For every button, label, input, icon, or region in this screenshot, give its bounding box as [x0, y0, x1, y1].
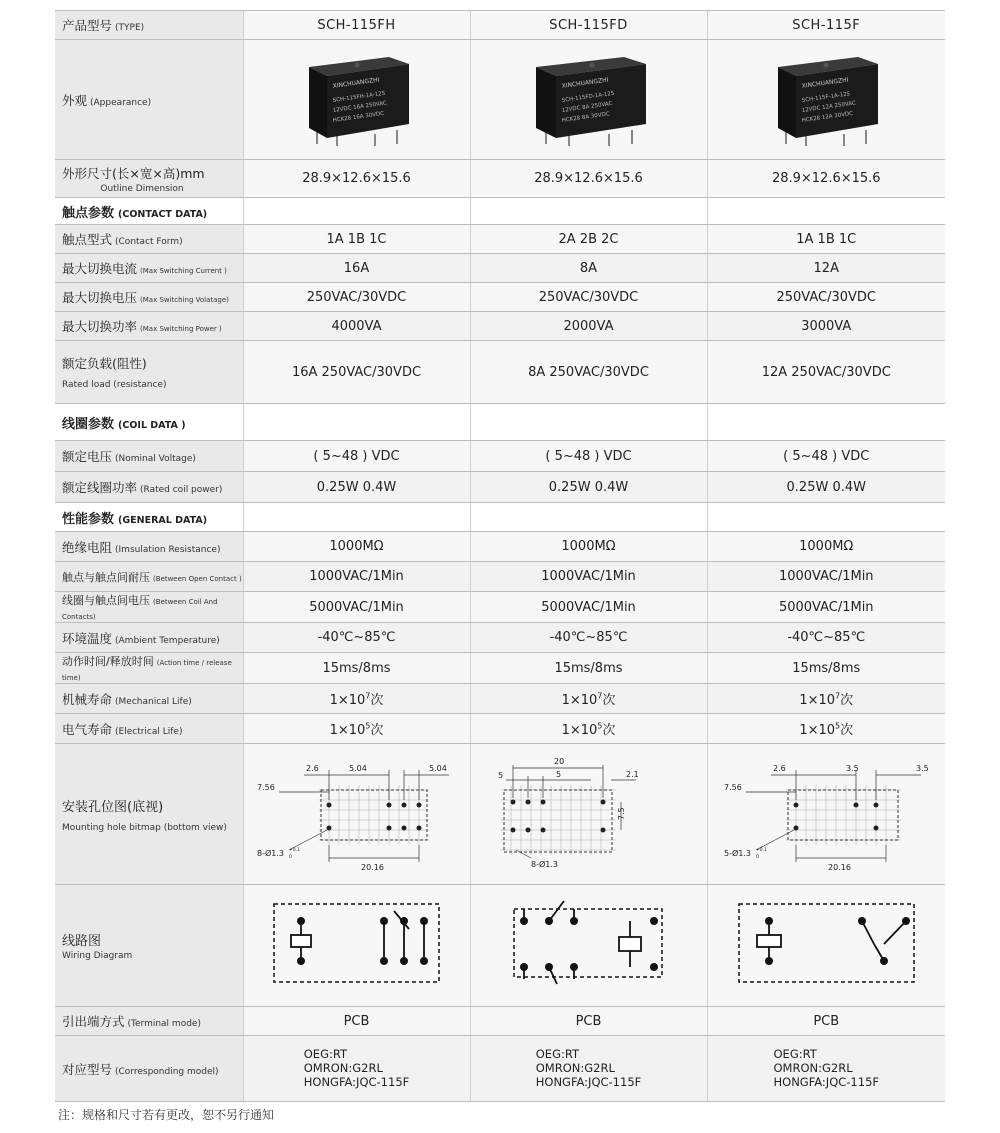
- general-section-row: [55, 503, 945, 532]
- rated-load-row: 额定负载(阻性) Rated load (resistance) 16A 250VAC/30VDC 8A 250VAC/30VDC 12A 250VAC/30VDC: [55, 341, 945, 404]
- wiring-fd-icon: [509, 899, 669, 989]
- appearance-label: 外观 (Appearance): [55, 40, 243, 160]
- svg-text:0: 0: [289, 854, 292, 860]
- mounting-diagram-f: [707, 744, 945, 885]
- relay-f-icon: [766, 52, 886, 147]
- svg-text:2.1: 2.1: [626, 769, 639, 779]
- relay-image-f: [707, 40, 945, 160]
- svg-text:5.04: 5.04: [349, 763, 367, 773]
- general-section-title: 性能参数 (GENERAL DATA): [55, 503, 243, 532]
- svg-text:8-Ø1.3: 8-Ø1.3: [531, 859, 558, 869]
- svg-text:20.16: 20.16: [828, 862, 852, 872]
- max-power-row: 最大切换功率 (Max Switching Power ) 4000VA 2000VA 3000VA: [55, 312, 945, 341]
- svg-text:XINCHUANGZHI: XINCHUANGZHI: [331, 76, 380, 90]
- open-contact-row: 触点与触点间耐压 (Between Open Contact ) 1000VAC/1Min 1000VAC/1Min 1000VAC/1Min: [55, 562, 945, 592]
- coil-contact-row: 线圈与触点间电压 (Between Coil And Contacts) 5000VAC/1Min 5000VAC/1Min 5000VAC/1Min: [55, 592, 945, 623]
- relay-fh-icon: [297, 52, 417, 147]
- nominal-voltage-row: 额定电压 (Nominal Voltage) ( 5~48 ) VDC ( 5~48 ) VDC ( 5~48 ) VDC: [55, 441, 945, 472]
- type-label: 产品型号 (TYPE): [55, 11, 243, 40]
- mounting-fd-icon: [476, 750, 701, 875]
- svg-text:5-Ø1.3: 5-Ø1.3: [724, 848, 752, 858]
- type-row: [55, 11, 945, 40]
- svg-text:12VDC 12A 250VAC: 12VDC 12A 250VAC: [801, 100, 857, 114]
- mounting-row: 安装孔位图(底视) Mounting hole bitmap (bottom view) 2.6 5.04 5.04 7.56 8-Ø1.3 +0.1 0 20.16 20 5 5 2.1 7.5 8-Ø1.3 2.6 3.5 3.5 7.56 5-Ø1.3 +0.1 0 20.16: [55, 744, 945, 885]
- mechanical-life-row: 机械寿命 (Mechanical Life) $1\times 10^7$次 $1\times 10^7$次 $1\times 10^7$次: [55, 684, 945, 714]
- spec-table: [55, 10, 945, 1102]
- svg-text:SCH-115FH-1A-12S: SCH-115FH-1A-12S: [331, 90, 386, 104]
- svg-text:SCH-115F-1A-12S: SCH-115F-1A-12S: [801, 91, 851, 104]
- svg-text:20: 20: [554, 756, 565, 766]
- mounting-diagram-fd: [470, 744, 707, 885]
- svg-text:HCK28 12A 30VDC: HCK28 12A 30VDC: [801, 110, 854, 124]
- model-fd: SCH-115FD: [470, 11, 707, 40]
- outline-row: [55, 160, 945, 198]
- max-voltage-row: 最大切换电压 (Max Switching Volatage) 250VAC/30VDC 250VAC/30VDC 250VAC/30VDC: [55, 283, 945, 312]
- corresponding-row: 对应型号 (Corresponding model) OEG:RT OMRON:G2RL HONGFA:JQC-115F OEG:RT OMRON:G2RL HONGFA:JQC-115F OEG:RT OMRON:G2RL HONGFA:JQC-115F: [55, 1036, 945, 1102]
- outline-label: 外形尺寸(长×宽×高)mm Outline Dimension: [55, 160, 243, 198]
- coil-power-row: 额定线圈功率 (Rated coil power) 0.25W 0.4W 0.25W 0.4W 0.25W 0.4W: [55, 472, 945, 503]
- wiring-fh-icon: [269, 899, 444, 989]
- outline-value-f: 28.9×12.6×15.6: [707, 160, 945, 198]
- model-fh: SCH-115FH: [243, 11, 470, 40]
- svg-text:2.6: 2.6: [773, 763, 786, 773]
- relay-image-fd: [470, 40, 707, 160]
- outline-value-fh: 28.9×12.6×15.6: [243, 160, 470, 198]
- model-f: SCH-115F: [707, 11, 945, 40]
- coil-section-row: [55, 404, 945, 441]
- action-time-row: 动作时间/释放时间 (Action time / release time) 15ms/8ms 15ms/8ms 15ms/8ms: [55, 653, 945, 684]
- contact-form-row: 触点型式 (Contact Form) 1A 1B 1C 2A 2B 2C 1A 1B 1C: [55, 225, 945, 254]
- ambient-temp-row: 环境温度 (Ambient Temperature) -40℃~85℃ -40℃~85℃ -40℃~85℃: [55, 623, 945, 653]
- electrical-life-row: 电气寿命 (Electrical Life) $1\times 10^5$次 $1\times 10^5$次 $1\times 10^5$次: [55, 714, 945, 744]
- svg-text:7.56: 7.56: [724, 782, 743, 792]
- svg-text:3.5: 3.5: [846, 763, 859, 773]
- wiring-f-icon: [734, 899, 919, 989]
- appearance-row: [55, 40, 945, 160]
- max-current-row: 最大切换电流 (Max Switching Current ) 16A 8A 12A: [55, 254, 945, 283]
- footnote: 注：规格和尺寸若有更改，恕不另行通知: [58, 1108, 275, 1122]
- svg-text:+0.1: +0.1: [756, 847, 768, 853]
- svg-text:12VDC 8A 250VAC: 12VDC 8A 250VAC: [560, 100, 613, 114]
- wiring-diagram-fd: [470, 885, 707, 1007]
- svg-text:SCH-115FD-1A-12S: SCH-115FD-1A-12S: [560, 90, 615, 104]
- outline-value-fd: 28.9×12.6×15.6: [470, 160, 707, 198]
- wiring-diagram-f: [707, 885, 945, 1007]
- svg-text:20.16: 20.16: [361, 862, 384, 872]
- svg-text:5.04: 5.04: [429, 763, 447, 773]
- svg-text:XINCHUANGZHI: XINCHUANGZHI: [801, 76, 850, 90]
- svg-text:7.5: 7.5: [617, 806, 626, 820]
- relay-fd-icon: [524, 52, 654, 147]
- mounting-fh-icon: [249, 750, 464, 875]
- svg-text:5: 5: [556, 769, 562, 779]
- insulation-row: 绝缘电阻 (Imsulation Resistance) 1000MΩ 1000MΩ 1000MΩ: [55, 532, 945, 562]
- contact-section-row: [55, 198, 945, 225]
- contact-section-title: 触点参数 (CONTACT DATA): [55, 198, 243, 225]
- wiring-row: 线路图 Wiring Diagram: [55, 885, 945, 1007]
- svg-text:+0.1: +0.1: [289, 847, 300, 853]
- svg-text:HCK28 16A 30VDC: HCK28 16A 30VDC: [331, 110, 384, 124]
- mounting-diagram-fh: [243, 744, 470, 885]
- svg-text:7.56: 7.56: [257, 782, 275, 792]
- relay-image-fh: [243, 40, 470, 160]
- svg-text:3.5: 3.5: [916, 763, 929, 773]
- svg-text:5: 5: [498, 770, 504, 780]
- spec-table-wrapper: [55, 10, 945, 1102]
- mounting-f-icon: [716, 750, 936, 875]
- terminal-row: 引出端方式 (Terminal mode) PCB PCB PCB: [55, 1007, 945, 1036]
- wiring-diagram-fh: [243, 885, 470, 1007]
- svg-text:8-Ø1.3: 8-Ø1.3: [257, 848, 284, 858]
- svg-text:2.6: 2.6: [306, 763, 319, 773]
- coil-section-title: 线圈参数 (COIL DATA ): [55, 404, 243, 441]
- svg-text:12VDC 16A 250VAC: 12VDC 16A 250VAC: [331, 100, 387, 114]
- svg-text:XINCHUANGZHI: XINCHUANGZHI: [560, 76, 609, 90]
- svg-text:HCK28 8A 30VDC: HCK28 8A 30VDC: [560, 111, 610, 124]
- svg-text:0: 0: [756, 854, 760, 860]
